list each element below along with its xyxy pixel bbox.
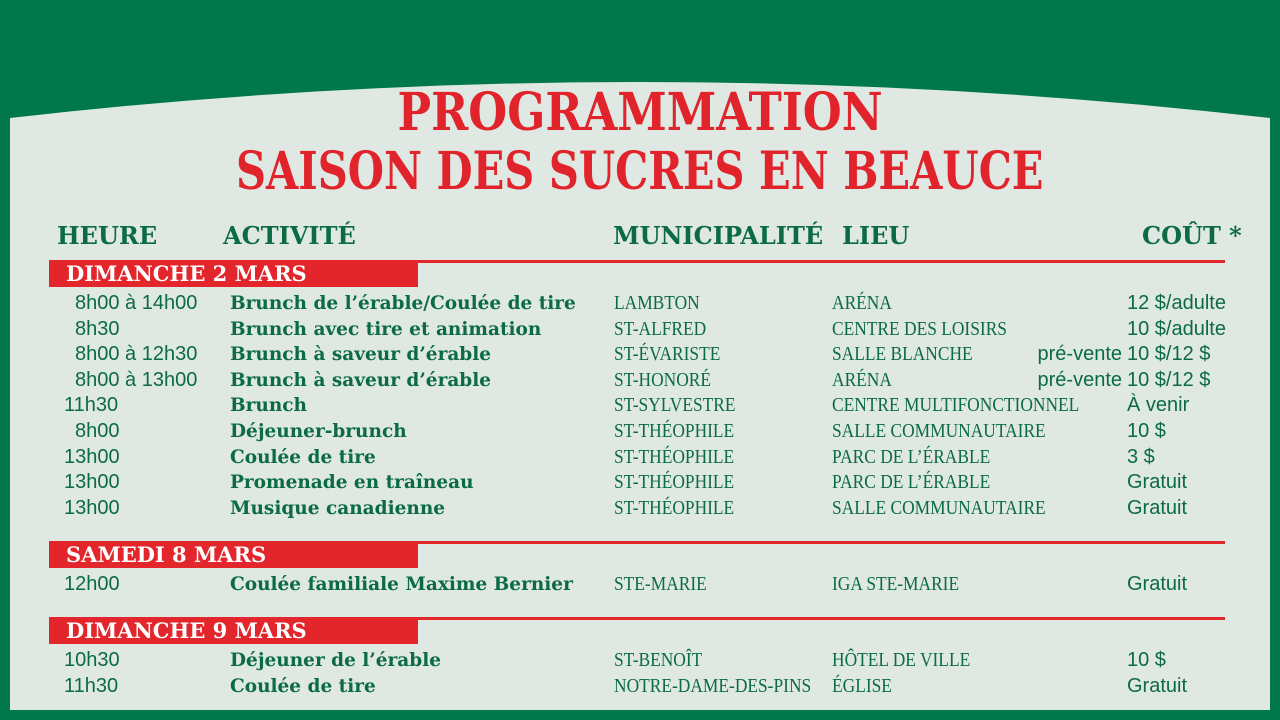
time-cell: 8h00 à 13h00 xyxy=(75,368,198,391)
date-label: DIMANCHE 2 MARS xyxy=(66,261,307,286)
cost-value: Gratuit xyxy=(1127,674,1188,697)
cost-value: 10 $/12 $ xyxy=(1127,343,1211,366)
cost-cell xyxy=(1127,648,1166,674)
municipality-cell: ST-SYLVESTRE xyxy=(614,394,736,417)
municipality-cell: LAMBTON xyxy=(614,292,700,314)
schedule-row xyxy=(49,419,1225,445)
venue-cell: CENTRE DES LOISIRS xyxy=(832,317,1007,340)
activity-cell: Brunch de l’érable/Coulée de tire xyxy=(230,293,576,314)
activity-cell: Coulée familiale Maxime Bernier xyxy=(230,573,573,595)
municipality-cell: ST-THÉOPHILE xyxy=(614,445,735,468)
activity-cell: Déjeuner de l’érable xyxy=(230,650,441,672)
activity-cell: Brunch xyxy=(230,395,307,417)
column-header-activity: ACTIVITÉ xyxy=(223,221,356,250)
column-header-municipality: MUNICIPALITÉ xyxy=(613,221,824,250)
cost-cell xyxy=(1127,572,1187,598)
venue-cell: CENTRE MULTIFONCTIONNEL xyxy=(832,394,1080,417)
time-cell: 10h30 xyxy=(64,649,120,672)
schedule xyxy=(49,260,1225,699)
municipality-cell: NOTRE-DAME-DES-PINS xyxy=(614,674,812,697)
time-cell: 8h30 xyxy=(75,317,120,340)
cost-value: 3 $ xyxy=(1127,445,1155,468)
municipality-cell: ST-THÉOPHILE xyxy=(614,471,735,494)
schedule-section xyxy=(49,617,1225,699)
municipality-cell: ST-THÉOPHILE xyxy=(614,419,735,442)
venue-cell: SALLE COMMUNAUTAIRE xyxy=(832,419,1046,442)
cost-cell xyxy=(1037,368,1211,394)
schedule-row xyxy=(49,445,1225,471)
schedule-row xyxy=(49,368,1225,394)
activity-cell: Coulée de tire xyxy=(230,446,376,468)
activity-cell: Brunch avec tire et animation xyxy=(230,318,542,340)
schedule-row xyxy=(49,342,1225,368)
activity-cell: Musique canadienne xyxy=(230,497,446,519)
municipality-cell: ST-HONORÉ xyxy=(614,368,712,391)
cost-cell xyxy=(1127,470,1187,496)
cost-value: 12 $/adulte xyxy=(1127,292,1226,314)
section-rows xyxy=(49,568,1225,598)
cost-value: Gratuit xyxy=(1127,471,1188,494)
cost-cell xyxy=(1127,419,1166,445)
cost-value: Gratuit xyxy=(1127,572,1188,595)
cost-value: 10 $ xyxy=(1127,419,1166,442)
section-header xyxy=(49,617,1225,644)
venue-cell: SALLE COMMUNAUTAIRE xyxy=(832,496,1046,519)
section-rows xyxy=(49,287,1225,521)
date-label: SAMEDI 8 MARS xyxy=(66,541,267,567)
venue-cell: IGA STE-MARIE xyxy=(832,572,960,595)
time-cell: 13h00 xyxy=(64,496,120,519)
time-cell: 11h30 xyxy=(64,394,119,417)
date-banner xyxy=(49,541,418,568)
venue-cell: PARC DE L’ÉRABLE xyxy=(832,471,991,494)
cost-cell xyxy=(1127,496,1187,522)
venue-cell: ÉGLISE xyxy=(832,674,892,697)
schedule-section xyxy=(49,260,1225,521)
section-header xyxy=(49,260,1225,287)
schedule-section xyxy=(49,541,1225,598)
cost-value: 10 $ xyxy=(1127,649,1166,672)
time-cell: 13h00 xyxy=(64,445,120,468)
cost-cell xyxy=(1127,291,1226,317)
municipality-cell: ST-THÉOPHILE xyxy=(614,496,735,519)
date-banner xyxy=(49,260,418,287)
activity-cell: Brunch à saveur d’érable xyxy=(230,369,492,391)
venue-cell: PARC DE L’ÉRABLE xyxy=(832,445,991,468)
main-title xyxy=(0,83,1280,142)
schedule-row xyxy=(49,674,1225,700)
presale-note: pré-vente xyxy=(1037,368,1122,391)
schedule-row xyxy=(49,393,1225,419)
column-header-time: HEURE xyxy=(57,221,158,250)
municipality-cell: ST-BENOÎT xyxy=(614,649,703,672)
municipality-cell: STE-MARIE xyxy=(614,572,707,595)
section-header xyxy=(49,541,1225,568)
column-header-cost: COÛT * xyxy=(1142,221,1242,250)
activity-cell: Coulée de tire xyxy=(230,675,376,697)
venue-cell: SALLE BLANCHE xyxy=(832,343,973,366)
cost-value: À venir xyxy=(1127,394,1190,417)
activity-cell: Brunch à saveur d’érable xyxy=(230,344,492,366)
time-cell: 12h00 xyxy=(64,572,120,595)
schedule-row xyxy=(49,317,1225,343)
date-label: DIMANCHE 9 MARS xyxy=(66,618,307,644)
cost-cell xyxy=(1127,674,1187,700)
date-banner xyxy=(49,617,418,644)
venue-cell: ARÉNA xyxy=(832,368,892,391)
municipality-cell: ST-ALFRED xyxy=(614,317,707,340)
cost-cell xyxy=(1037,342,1211,368)
schedule-row xyxy=(49,470,1225,496)
subtitle-text: SAISON DES SUCRES EN BEAUCE xyxy=(236,141,1044,202)
cost-value: 10 $/12 $ xyxy=(1127,368,1211,391)
main-title-text: PROGRAMMATION xyxy=(397,82,883,143)
time-cell: 8h00 à 12h30 xyxy=(75,343,198,366)
section-rows xyxy=(49,644,1225,699)
time-cell: 8h00 à 14h00 xyxy=(75,292,198,314)
cost-cell xyxy=(1127,445,1155,471)
column-header-venue: LIEU xyxy=(842,221,910,250)
cost-value: 10 $/adulte xyxy=(1127,317,1226,340)
cost-value: Gratuit xyxy=(1127,496,1188,519)
schedule-row xyxy=(49,496,1225,522)
cost-cell xyxy=(1127,317,1226,343)
time-cell: 8h00 xyxy=(75,419,120,442)
subtitle xyxy=(0,142,1280,201)
venue-cell: HÔTEL DE VILLE xyxy=(832,649,971,672)
column-headers xyxy=(0,221,1280,251)
presale-note: pré-vente xyxy=(1037,343,1122,366)
municipality-cell: ST-ÉVARISTE xyxy=(614,343,721,366)
poster-title xyxy=(0,83,1280,201)
schedule-row xyxy=(49,648,1225,674)
time-cell: 13h00 xyxy=(64,471,120,494)
activity-cell: Déjeuner-brunch xyxy=(230,420,407,442)
time-cell: 11h30 xyxy=(64,674,119,697)
activity-cell: Promenade en traîneau xyxy=(230,472,474,494)
cost-cell xyxy=(1127,393,1189,419)
schedule-row xyxy=(49,572,1225,598)
schedule-row xyxy=(49,291,1225,317)
venue-cell: ARÉNA xyxy=(832,292,892,314)
